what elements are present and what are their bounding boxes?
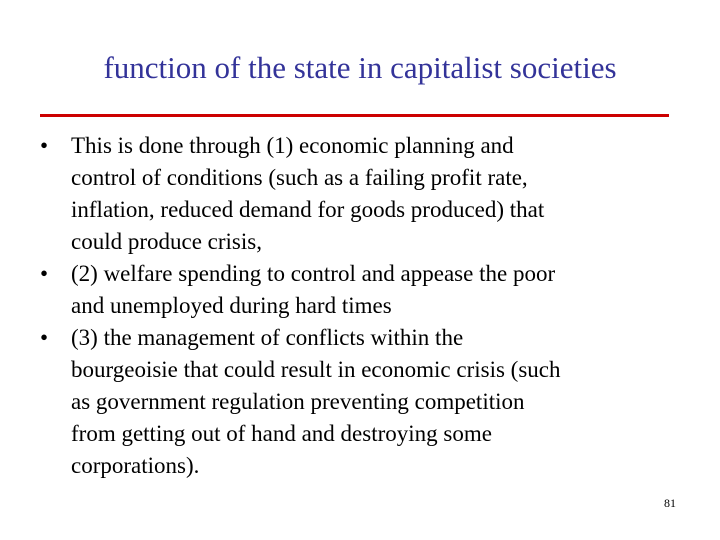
bullet-line: bourgeoisie that could result in economic crisis (such: [71, 357, 561, 382]
bullet-list: [0, 130, 720, 482]
bullet-line: corporations).: [71, 453, 200, 478]
slide-title: function of the state in capitalist societies: [103, 50, 617, 85]
bullet-line: from getting out of hand and destroying some: [71, 421, 492, 446]
bullet-line: (2) welfare spending to control and appease the poor: [71, 261, 556, 286]
bullet-item: [0, 258, 720, 322]
bullet-marker: •: [40, 325, 49, 350]
bullet-marker: •: [40, 133, 49, 158]
bullet-marker: •: [40, 261, 49, 286]
bullet-line: This is done through (1) economic planning and: [71, 133, 514, 158]
bullet-line: as government regulation preventing competition: [71, 389, 525, 414]
bullet-line: inflation, reduced demand for goods produced) that: [71, 197, 545, 222]
page-number: 81: [664, 496, 676, 510]
bullet-item: [0, 322, 720, 482]
bullet-item: [0, 130, 720, 258]
title-divider: [40, 114, 669, 117]
bullet-line: (3) the management of conflicts within the: [71, 325, 464, 350]
bullet-line: control of conditions (such as a failing profit rate,: [71, 165, 528, 190]
bullet-line: could produce crisis,: [71, 229, 262, 254]
bullet-line: and unemployed during hard times: [71, 293, 392, 318]
